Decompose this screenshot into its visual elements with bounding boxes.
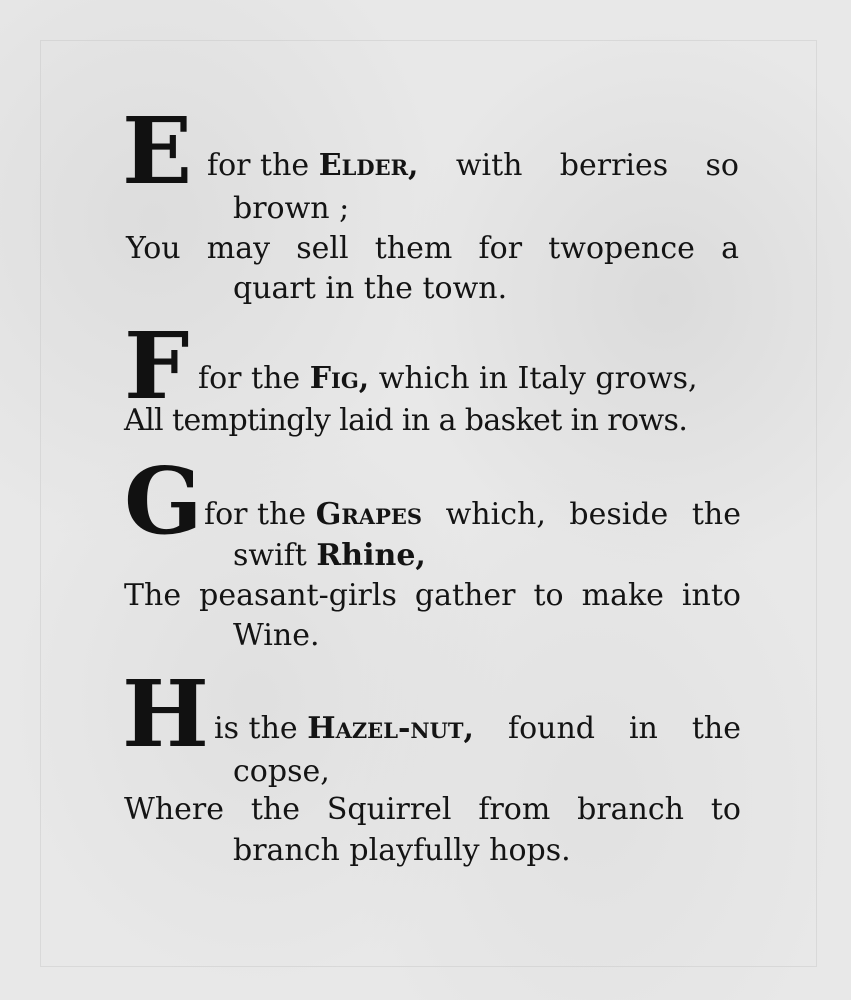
stanza-h-line-1 bbox=[214, 711, 741, 746]
drop-cap-e: E bbox=[122, 97, 193, 205]
drop-cap-f: F bbox=[124, 312, 190, 420]
word: which, bbox=[445, 497, 546, 532]
word: to bbox=[533, 578, 564, 613]
word: berries bbox=[559, 148, 669, 183]
plant-name-hazel-nut: Hazel-nut, bbox=[307, 711, 474, 746]
word: the bbox=[250, 792, 300, 827]
stanza-h-line-3 bbox=[124, 792, 741, 827]
word: make bbox=[581, 578, 664, 613]
stanza-g-line-2: swift Rhine, bbox=[233, 538, 426, 573]
stanza-e-line-1 bbox=[207, 148, 739, 183]
word: so bbox=[705, 148, 739, 183]
word: beside bbox=[569, 497, 669, 532]
word: You bbox=[126, 231, 181, 266]
stanza-e-line-1-lead: for the Elder, bbox=[207, 148, 419, 183]
stanza-f-line-2: All temptingly laid in a basket in rows. bbox=[124, 403, 688, 438]
word: to bbox=[710, 792, 741, 827]
word: a bbox=[721, 231, 739, 266]
word: found bbox=[507, 711, 595, 746]
stanza-g-line-4: Wine. bbox=[233, 618, 320, 653]
stanza-g-line-1-lead: for the Grapes bbox=[204, 497, 423, 532]
word: gather bbox=[414, 578, 516, 613]
word: into bbox=[681, 578, 741, 613]
stanza-e-line-3 bbox=[126, 231, 739, 266]
word: the bbox=[691, 497, 741, 532]
word: branch bbox=[577, 792, 684, 827]
word: Where bbox=[124, 792, 225, 827]
word: for bbox=[478, 231, 523, 266]
word: Squirrel bbox=[326, 792, 452, 827]
stanza-h bbox=[0, 660, 851, 868]
stanza-e bbox=[0, 97, 851, 306]
word: from bbox=[478, 792, 551, 827]
plant-name-grapes: Grapes bbox=[315, 497, 423, 532]
stanza-h-line-1-lead: is the Hazel-nut, bbox=[214, 711, 474, 746]
word: may bbox=[206, 231, 271, 266]
stanza-h-line-2: copse, bbox=[233, 754, 330, 789]
stanza-e-line-2: brown ; bbox=[233, 191, 350, 226]
drop-cap-h: H bbox=[122, 660, 209, 768]
word: peasant-girls bbox=[199, 578, 397, 613]
stanza-g bbox=[0, 447, 851, 655]
stanza-h-line-4: branch playfully hops. bbox=[233, 833, 571, 868]
word: The bbox=[124, 578, 182, 613]
stanza-g-line-3 bbox=[124, 578, 741, 613]
word: the bbox=[691, 711, 741, 746]
stanza-e-line-4: quart in the town. bbox=[233, 271, 508, 306]
plant-name-elder: Elder, bbox=[318, 148, 419, 183]
word: in bbox=[628, 711, 658, 746]
word: twopence bbox=[548, 231, 695, 266]
plant-name-fig: Fig, bbox=[309, 361, 370, 396]
stanza-f-line-1: for the Fig, which in Italy grows, bbox=[198, 361, 698, 396]
word: them bbox=[374, 231, 453, 266]
river-name-rhine: Rhine, bbox=[316, 538, 426, 573]
drop-cap-g: G bbox=[124, 447, 203, 555]
stanza-g-line-1 bbox=[204, 497, 741, 532]
word: sell bbox=[296, 231, 349, 266]
word: with bbox=[455, 148, 523, 183]
